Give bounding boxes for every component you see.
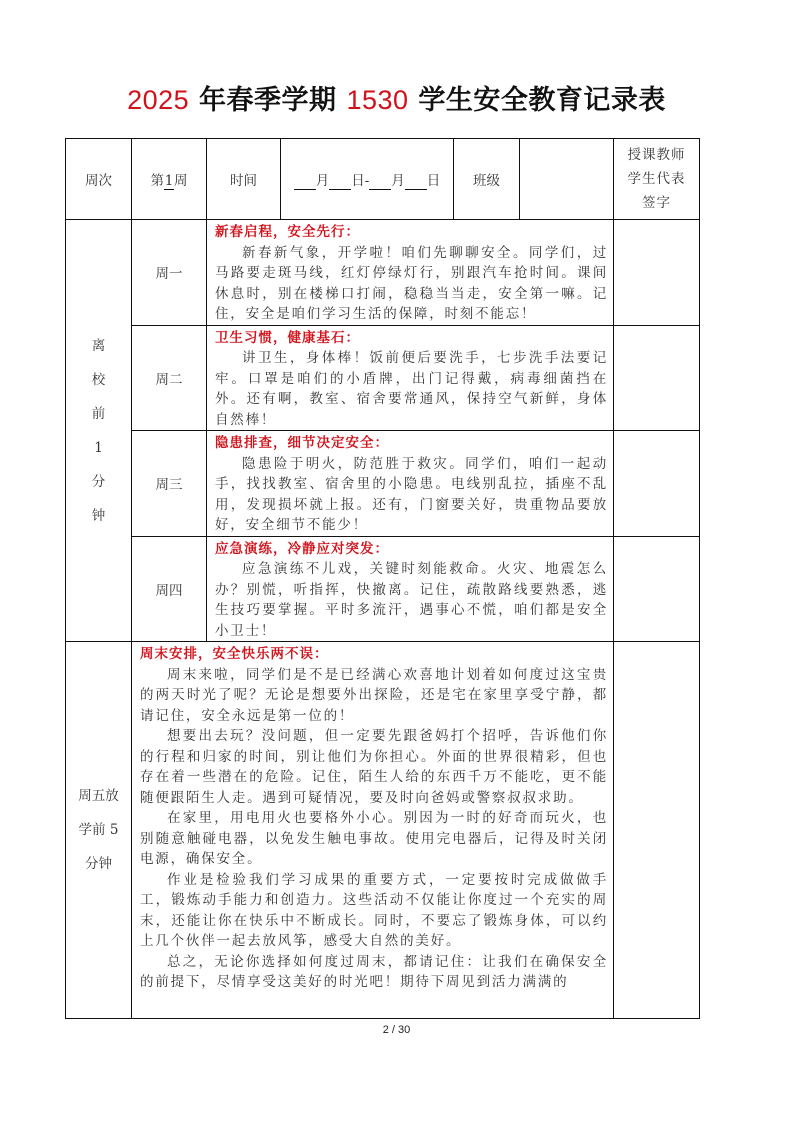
signature-field[interactable]: [614, 642, 700, 1019]
lesson-heading: 隐患排查，细节决定安全：: [215, 435, 389, 451]
label-char: 校: [91, 371, 106, 388]
label-char: 分: [91, 473, 106, 490]
signature-field[interactable]: [614, 536, 700, 642]
lesson-content: [207, 431, 614, 537]
page-title: [0, 78, 793, 117]
month-label: 月: [315, 172, 330, 189]
signature-field[interactable]: [614, 220, 700, 326]
label-char: 前: [91, 405, 106, 422]
lesson-paragraph: 作业是检验我们学习成果的重要方式，一定要按时完成做做手工，锻炼动手能力和创造力。这些活动不仅能让你度过一个充实的周末，还能让你在快乐中不断成长。同时，不要忘了锻炼身体，可以约上几个伙伴一起去放风筝，感受大自然的美好。: [140, 871, 608, 949]
week-label-cell: 周次: [66, 139, 132, 220]
lesson-body: 隐患险于明火，防范胜于救灾。同学们，咱们一起动手，找找教室、宿舍里的小隐患。电线别乱拉，插座不乱用，发现损坏就上报。还有，门窗要关好，贵重物品要放好，安全细节不能少！: [215, 455, 608, 533]
label-char: 离: [91, 337, 106, 354]
sign-line-student: 学生代表: [627, 171, 686, 187]
day-cell: 周三: [132, 431, 207, 537]
day-cell: 周四: [132, 536, 207, 642]
lesson-content: [207, 325, 614, 431]
week-suffix: 周: [174, 172, 188, 189]
time-label-cell: 时间: [207, 139, 281, 220]
day-label: 日: [426, 172, 441, 189]
lesson-content: [132, 642, 614, 1019]
lesson-body: 讲卫生，身体棒！饭前便后要洗手，七步洗手法要记牢。口罩是咱们的小盾牌，出门记得戴，病毒细菌挡在外。还有啊，教室、宿舍要常通风，保持空气新鲜，身体自然棒！: [215, 350, 608, 428]
signature-field[interactable]: [614, 325, 700, 431]
label-line: 分钟: [85, 856, 112, 872]
month-end-field[interactable]: [369, 173, 391, 190]
title-year: 2025: [127, 85, 190, 115]
table-row-tuesday: [66, 325, 700, 431]
label-char: 1: [94, 439, 103, 456]
lesson-paragraph: 周末来啦，同学们是不是已经满心欢喜地计划着如何度过这宝贵的两天时光了呢？无论是想要外出探险，还是宅在家里享受宁静，都请记住，安全永远是第一位的！: [140, 666, 608, 724]
lesson-paragraph: 总之，无论你选择如何度过周末，都请记住：让我们在确保安全的前提下，尽情享受这美好的时光吧！期待下周见到活力满满的: [140, 953, 608, 990]
label-char: 钟: [91, 507, 106, 524]
week-number-cell[interactable]: [132, 139, 207, 220]
title-part1: 年春季学期: [189, 85, 347, 116]
section-label-friday: [66, 642, 132, 1019]
lesson-heading: 应急演练，冷静应对突发：: [215, 540, 389, 557]
title-part2: 学生安全教育记录表: [408, 85, 666, 116]
day-end-field[interactable]: [405, 173, 427, 190]
sign-line-sign: 签字: [642, 195, 671, 211]
sign-line-teacher: 授课教师: [627, 147, 686, 163]
day-cell: 周一: [132, 220, 207, 326]
day-label: 日-: [351, 172, 370, 189]
week-prefix: 第: [150, 172, 164, 189]
table-row-thursday: [66, 536, 700, 642]
lesson-heading: 卫生习惯，健康基石：: [215, 329, 360, 346]
day-start-field[interactable]: [329, 173, 351, 190]
lesson-paragraph: 想要出去玩？没问题，但一定要先跟爸妈打个招呼，告诉他们你的行程和归家的时间，别让他们为你担心。外面的世界很精彩，但也存在着一些潜在的危险。记住，陌生人给的东西千万不能吃，更不能随便跟陌生人走。遇到可疑情况，要及时向爸妈或警察叔叔求助。: [140, 728, 608, 806]
lesson-body: 应急演练不儿戏，关键时刻能救命。火灾、地震怎么办？别慌，听指挥，快撤离。记住，疏散路线要熟悉，逃生技巧要掌握。平时多流汗，遇事心不慌，咱们都是安全小卫士！: [215, 561, 608, 639]
lesson-heading: 新春启程，安全先行：: [215, 224, 360, 240]
lesson-content: [207, 536, 614, 642]
page-indicator: 2 / 30: [382, 1024, 411, 1036]
lesson-body: 新春新气象，开学啦！咱们先聊聊安全。同学们，过马路要走斑马线，红灯停绿灯行，别跟汽车抢时间。课间休息时，别在楼梯口打闹，稳稳当当走，安全第一嘛。记住，安全是咱们学习生活的保障，时刻不能忘！: [215, 244, 608, 322]
month-start-field[interactable]: [294, 173, 316, 190]
table-row-wednesday: [66, 431, 700, 537]
safety-record-table: [65, 138, 700, 1019]
signature-field[interactable]: [614, 431, 700, 537]
signature-header-cell: [614, 139, 700, 220]
table-row-friday: [66, 642, 700, 1019]
label-line: 周五放: [78, 788, 119, 804]
title-code: 1530: [346, 85, 409, 115]
class-label-cell: 班级: [454, 139, 520, 220]
lesson-heading: 周末安排，安全快乐两不误：: [140, 646, 329, 662]
day-cell: 周二: [132, 325, 207, 431]
lesson-content: [207, 220, 614, 326]
table-row-monday: [66, 220, 700, 326]
header-row: [66, 139, 700, 220]
week-number-field[interactable]: 1: [164, 172, 174, 189]
lesson-paragraph: 在家里，用电用火也要格外小心。别因为一时的好奇而玩火，也别随意触碰电器，以免发生触电事故。使用完电器后，记得及时关闭电源，确保安全。: [140, 810, 608, 867]
month-label: 月: [391, 172, 405, 189]
class-value-field[interactable]: [520, 139, 614, 220]
date-range-cell[interactable]: [281, 139, 454, 220]
section-label-before-leaving: [66, 220, 132, 642]
label-line: 学前 5: [78, 822, 119, 838]
